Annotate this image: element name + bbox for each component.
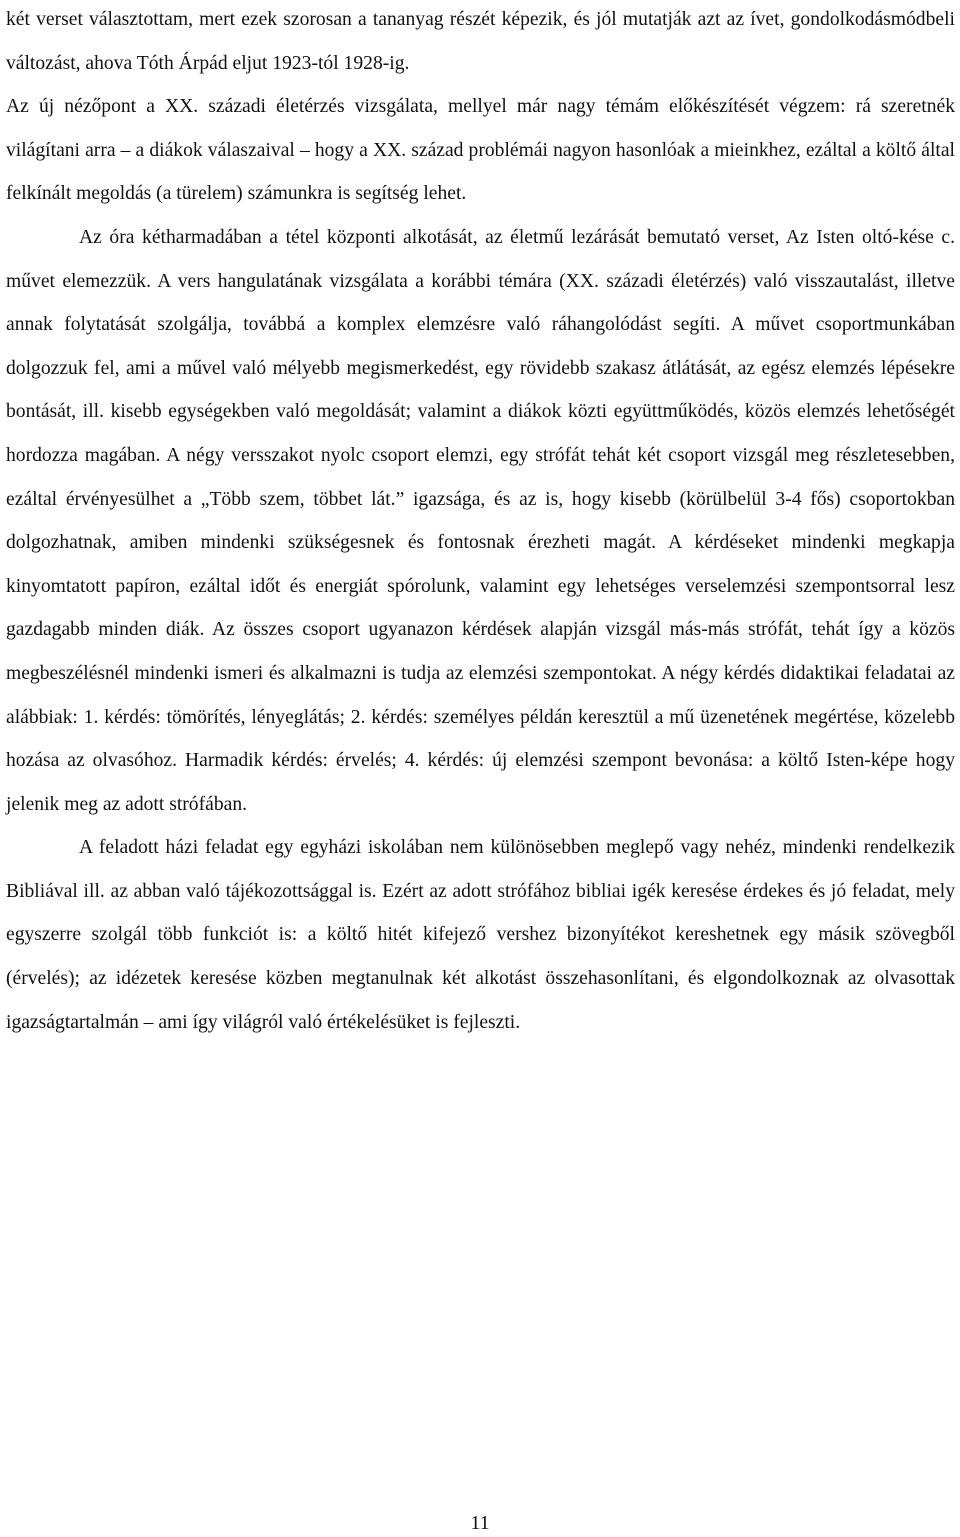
document-page — [6, 0, 955, 1044]
page-number: 11 — [470, 1512, 490, 1534]
paragraph-3: Az óra kétharmadában a tétel központi alkotását, az életmű lezárását bemutató verset, Az Isten oltó-kése c. művet elemezzük. A vers hangulatának vizsgálata a korábbi témára (XX. századi életérzés) való visszautalást, illetve annak folytatását szolgálja, továbbá a komplex elemzésre való ráhangolódást segíti. A művet csoportmunkában dolgozzuk fel, ami a művel való mélyebb megismerkedést, egy rövidebb szakasz átlátását, az egész elemzés lépésekre bontását, ill. kisebb egységekben való megoldását; valamint a diákok közti együttműködés, közös elemzés lehetőségét hordozza magában. A négy versszakot nyolc csoport elemzi, egy strófát tehát két csoport vizsgál meg részletesebben, ezáltal érvényesülhet a „Több szem, többet lát.” igazsága, és az is, hogy kisebb (körülbelül 3-4 fős) csoportokban dolgozhatnak, amiben mindenki szükségesnek és fontosnak érezheti magát. A kérdéseket mindenki megkapja kinyomtatott papíron, ezáltal időt és energiát spórolunk, valamint egy lehetséges verselemzési szempontsorral lesz gazdagabb minden diák. Az összes csoport ugyanazon kérdések alapján vizsgál más-más strófát, tehát így a közös megbeszélésnél mindenki ismeri és alkalmazni is tudja az elemzési szempontokat. A négy kérdés didaktikai feladatai az alábbiak: 1. kérdés: tömörítés, lényeglátás; 2. kérdés: személyes példán keresztül a mű üzenetének megértése, közelebb hozása az olvasóhoz. Harmadik kérdés: érvelés; 4. kérdés: új elemzési szempont bevonása: a költő Isten-képe hogy jelenik meg az adott strófában. — [6, 226, 955, 815]
paragraph-4: A feladott házi feladat egy egyházi iskolában nem különösebben meglepő vagy nehéz, mindenki rendelkezik Bibliával ill. az abban való tájékozottsággal is. Ezért az adott strófához bibliai igék keresése érdekes és jó feladat, mely egyszerre szolgál több funkciót is: a költő hitét kifejező vershez bizonyítékot kereshetnek egy másik szövegből (érvelés); az idézetek keresése közben megtanulnak két alkotást összehasonlítani, és elgondolkoznak az olvasottak igazságtartalmán – ami így világról való értékelésüket is fejleszti. — [6, 837, 955, 1033]
paragraph-1: két verset választottam, mert ezek szorosan a tananyag részét képezik, és jól mutatják azt az ívet, gondolkodásmódbeli változást, ahova Tóth Árpád eljut 1923-tól 1928-ig. — [6, 9, 955, 74]
paragraph-2: Az új nézőpont a XX. századi életérzés vizsgálata, mellyel már nagy témám előkészítését végzem: rá szeretnék világítani arra – a diákok válaszaival – hogy a XX. század problémái nagyon hasonlóak a mieinkhez, ezáltal a költő által felkínált megoldás (a türelem) számunkra is segítség lehet. — [6, 96, 955, 205]
